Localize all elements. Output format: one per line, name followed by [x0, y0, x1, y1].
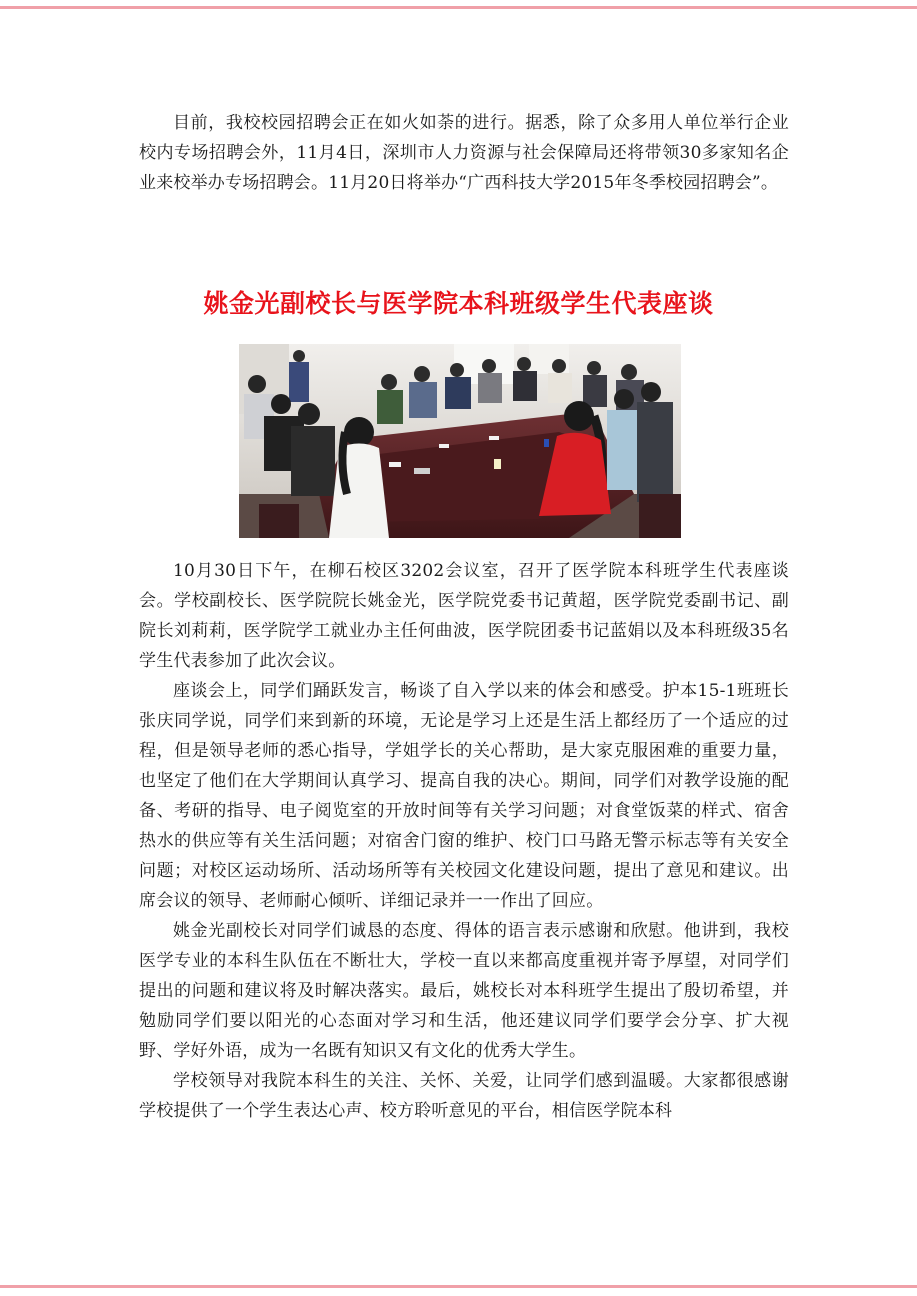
article-paragraph: 座谈会上，同学们踊跃发言，畅谈了自入学以来的体会和感受。护本15-1班班长张庆同学说，同学们来到新的环境，无论是学习上还是生活上都经历了一个适应的过程，但是领导老师的悉心指导，学姐学长的关心帮助，是大家克服困难的重要力量，也坚定了他们在大学期间认真学习、提高自我的决心。期间，同学们对教学设施的配备、考研的指导、电子阅览室的开放时间等有关学习问题；对食堂饭菜的样式、宿舍热水的供应等有关生活问题；对宿舍门窗的维护、校门口马路无警示标志等有关安全问题；对校区运动场所、活动场所等有关校园文化建设问题，提出了意见和建议。出席会议的领导、老师耐心倾听、详细记录并一一作出了回应。	[139, 681, 789, 911]
meeting-photo	[239, 344, 681, 538]
article-paragraph: 姚金光副校长对同学们诚恳的态度、得体的语言表示感谢和欣慰。他讲到，我校医学专业的本科生队伍在不断壮大，学校一直以来都高度重视并寄予厚望，对同学们提出的问题和建议将及时解决落实。最后，姚校长对本科班学生提出了殷切希望，并勉励同学们要以阳光的心态面对学习和生活，他还建议同学们要学会分享、扩大视野、学好外语，成为一名既有知识又有文化的优秀大学生。	[139, 921, 789, 1061]
top-border-rule	[0, 6, 917, 9]
article-body	[139, 556, 789, 1126]
intro-paragraph-block	[139, 108, 789, 198]
article-headline: 姚金光副校长与医学院本科班级学生代表座谈	[203, 289, 714, 318]
intro-paragraph: 目前，我校校园招聘会正在如火如荼的进行。据悉，除了众多用人单位举行企业校内专场招聘会外，11月4日，深圳市人力资源与社会保障局还将带领30多家知名企业来校举办专场招聘会。11月20日将举办“广西科技大学2015年冬季校园招聘会”。	[139, 113, 789, 193]
bottom-border-rule	[0, 1285, 917, 1288]
article-paragraph: 学校领导对我院本科生的关注、关怀、关爱，让同学们感到温暖。大家都很感谢学校提供了一个学生表达心声、校方聆听意见的平台，相信医学院本科	[139, 1071, 789, 1121]
article-paragraph: 10月30日下午，在柳石校区3202会议室，召开了医学院本科班学生代表座谈会。学校副校长、医学院院长姚金光，医学院党委书记黄超，医学院党委副书记、副院长刘莉莉，医学院学工就业办主任何曲波，医学院团委书记蓝娟以及本科班级35名学生代表参加了此次会议。	[139, 561, 789, 671]
